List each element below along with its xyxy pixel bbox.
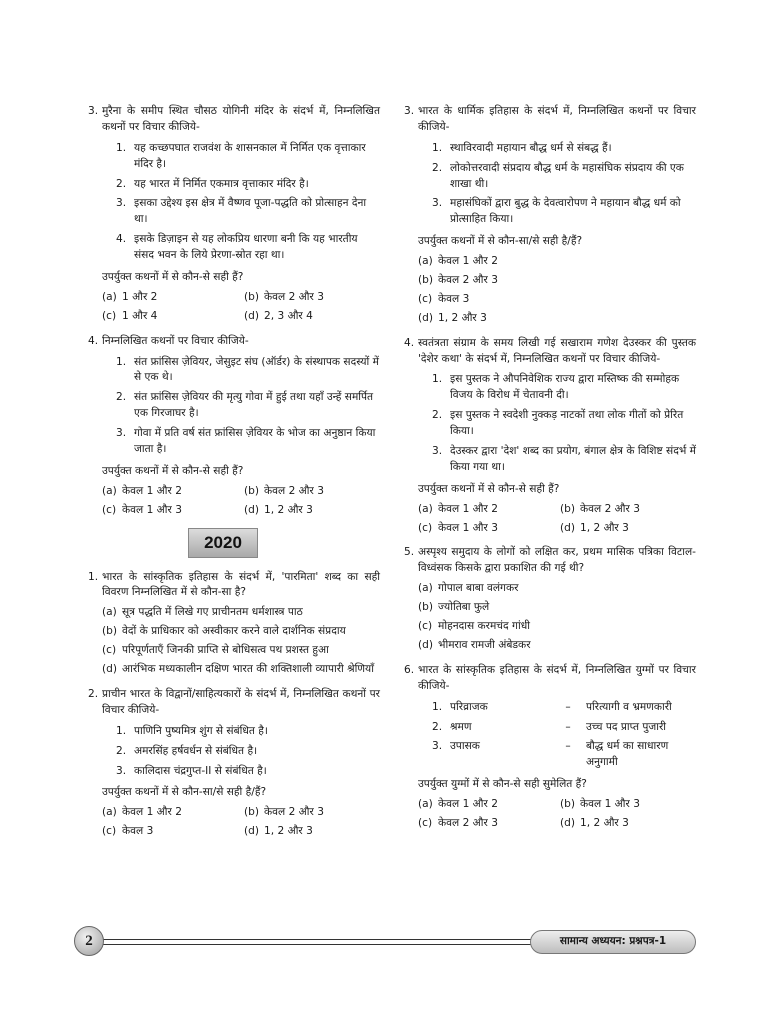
question-text: प्राचीन भारत के विद्वानों/साहित्यकारों के संदर्भ में, निम्नलिखित कथनों पर विचार कीजिये-	[102, 687, 380, 716]
option-label: (d)	[418, 638, 433, 651]
statement-number: 3.	[432, 445, 443, 458]
option	[102, 503, 238, 519]
option-text: वेदों के प्राधिकार को अस्वीकार करने वाले दार्शनिक संप्रदाय	[122, 625, 346, 638]
option	[244, 484, 380, 500]
statement-text: इसका उद्देश्य इस क्षेत्र में वैष्णव पूजा-पद्धति को प्रोत्साहन देना था।	[134, 197, 367, 226]
question-prompt: उपर्युक्त कथनों में से कौन-से सही हैं?	[102, 464, 244, 477]
pair-term: परिव्राजक	[450, 700, 488, 713]
option-text: मोहनदास करमचंद गांधी	[438, 620, 530, 633]
pair-dash: –	[565, 740, 571, 753]
statement-number: 3.	[116, 427, 127, 440]
option-text: 1, 2 और 3	[580, 521, 629, 534]
option	[418, 797, 554, 813]
statement	[102, 177, 380, 193]
option-text: केवल 1 और 3	[438, 521, 498, 534]
option	[418, 273, 696, 289]
left-column	[88, 104, 380, 849]
statement-text: महासंघिकों द्वारा बुद्ध के देवत्वारोपण ने महायान बौद्ध धर्म को प्रोत्साहित किया।	[450, 197, 681, 226]
options-list	[418, 581, 696, 654]
question-number: 5.	[404, 546, 415, 559]
option	[102, 605, 380, 621]
options-grid	[102, 805, 380, 840]
option-text: केवल 2 और 3	[580, 502, 640, 515]
right-column	[404, 104, 696, 841]
option-label: (c)	[418, 521, 433, 534]
question-number: 2.	[88, 687, 99, 700]
option-label: (a)	[418, 798, 433, 811]
statement	[418, 444, 696, 476]
statement	[102, 426, 380, 458]
option	[244, 824, 380, 840]
pair-dash: –	[565, 720, 571, 733]
option-label: (a)	[102, 290, 117, 303]
statement-text: देउस्कर द्वारा 'देश' शब्द का प्रयोग, बंगाल क्षेत्र के विशिष्ट संदर्भ में किया गया था।	[450, 445, 696, 473]
option-label: (a)	[418, 582, 433, 595]
statement	[418, 161, 696, 193]
option	[560, 502, 696, 518]
option-text: केवल 1 और 2	[438, 502, 498, 515]
statement-list	[102, 355, 380, 458]
option-label: (c)	[102, 644, 117, 657]
statement	[102, 232, 380, 264]
option-label: (d)	[244, 825, 259, 838]
option-label: (d)	[244, 309, 259, 322]
option-label: (d)	[244, 503, 259, 516]
question-right-4	[404, 336, 696, 537]
option-text: केवल 1 और 2	[438, 255, 498, 268]
statement-text: यह भारत में निर्मित एकमात्र वृत्ताकार मंदिर है।	[134, 177, 309, 190]
option-text: केवल 2 और 3	[264, 484, 324, 497]
option	[418, 581, 696, 597]
question-text: भारत के सांस्कृतिक इतिहास के संदर्भ में, निम्नलिखित युग्मों पर विचार कीजिये-	[418, 663, 696, 692]
question-number: 3.	[404, 105, 415, 117]
option-text: 1, 2 और 3	[438, 311, 487, 324]
option-text: केवल 2 और 3	[438, 274, 498, 287]
statement-text: यह कच्छपघात राजवंश के शासनकाल में निर्मित एक वृत्ताकार मंदिर है।	[134, 141, 366, 170]
options-list	[102, 605, 380, 678]
option	[102, 624, 380, 640]
pair-dash: –	[565, 700, 571, 713]
question-number: 4.	[404, 336, 415, 349]
page-number: 2	[74, 926, 104, 956]
statement	[102, 355, 380, 387]
option	[244, 503, 380, 519]
statement-text: स्थाविरवादी महायान बौद्ध धर्म से संबद्ध हैं।	[450, 141, 612, 154]
question-prompt: उपर्युक्त कथनों में से कौन-सा/से सही है/हैं?	[102, 786, 267, 799]
pair-number: 2.	[432, 720, 443, 733]
option	[244, 309, 380, 325]
option-label: (b)	[560, 798, 575, 811]
pair-meaning: उच्च पद प्राप्त पुजारी	[586, 720, 667, 733]
option-label: (b)	[244, 806, 259, 819]
option-text: 1 और 4	[122, 309, 158, 322]
option-text: गोपाल बाबा वलंगकर	[438, 582, 519, 595]
statement-number: 1.	[432, 141, 443, 154]
statement-text: इस पुस्तक ने औपनिवेशिक राज्य द्वारा मस्तिष्क की सम्मोहक विजय के विरोध में चेतावनी दी।	[450, 373, 680, 402]
pair-row	[418, 739, 696, 771]
option-text: परिपूर्णताएँ जिनकी प्राप्ति से बोधिसत्व पथ प्रशस्त हुआ	[122, 644, 329, 657]
option	[102, 484, 238, 500]
option-label: (a)	[102, 806, 117, 819]
option	[418, 638, 696, 654]
question-text: स्वतंत्रता संग्राम के समय लिखी गई सखाराम गणेश देउस्कर की पुस्तक 'देशेर कथा' के संदर्भ में, निम्नलिखित कथनों पर विचार कीजिये-	[418, 336, 696, 365]
options-grid	[102, 290, 380, 325]
option-text: केवल 1 और 2	[122, 806, 182, 819]
question-number: 4.	[88, 334, 99, 347]
option-text: आरंभिक मध्यकालीन दक्षिण भारत की शक्तिशाली व्यापारी श्रेणियाँ	[122, 663, 374, 676]
pair-term: उपासक	[450, 740, 480, 753]
statement	[102, 141, 380, 173]
statement	[102, 390, 380, 422]
option-label: (d)	[102, 663, 117, 676]
option-label: (a)	[418, 502, 433, 515]
statement-list	[102, 724, 380, 780]
option-text: भीमराव रामजी अंबेडकर	[438, 638, 531, 651]
option	[418, 600, 696, 616]
options-grid	[102, 484, 380, 519]
statement-number: 2.	[116, 391, 127, 404]
question-prompt: उपर्युक्त कथनों में से कौन-से सही हैं?	[102, 271, 244, 284]
options-grid	[418, 797, 696, 832]
statement-text: संत फ्रांसिस ज़ेवियर की मृत्यु गोवा में हुई तथा यहाँ उन्हें समर्पित एक गिरजाघर है।	[134, 391, 374, 420]
statement	[102, 744, 380, 760]
statement-text: कालिदास चंद्रगुप्त-II से संबंधित है।	[134, 764, 267, 777]
option	[560, 816, 696, 832]
statement-number: 1.	[116, 355, 127, 368]
option-label: (a)	[102, 606, 117, 619]
option-label: (b)	[560, 502, 575, 515]
statement-number: 2.	[116, 177, 127, 190]
statement-number: 1.	[116, 724, 127, 737]
question-left-3	[88, 104, 380, 325]
option-label: (c)	[418, 620, 433, 633]
question-prompt: उपर्युक्त कथनों में से कौन-से सही हैं?	[418, 482, 560, 495]
option-text: केवल 2 और 3	[438, 816, 498, 829]
option	[560, 521, 696, 537]
option-label: (b)	[418, 274, 433, 287]
options-grid	[418, 502, 696, 537]
question-text: अस्पृश्य समुदाय के लोगों को लक्षित कर, प्रथम मासिक पत्रिका विटाल-विध्वंसक किसके द्वारा प्रकाशित की गई थी?	[418, 546, 696, 575]
statement-text: पाणिनि पुष्यमित्र शुंग से संबंधित है।	[134, 724, 268, 737]
option	[418, 311, 696, 327]
statement-number: 1.	[116, 141, 127, 154]
option-label: (b)	[418, 601, 433, 614]
statement	[418, 372, 696, 404]
option	[418, 502, 554, 518]
option-label: (d)	[560, 521, 575, 534]
option	[418, 521, 554, 537]
statement-number: 2.	[432, 409, 443, 422]
option-text: केवल 1 और 2	[122, 484, 182, 497]
option-text: केवल 1 और 3	[122, 503, 182, 516]
option	[560, 797, 696, 813]
statement-number: 4.	[116, 233, 127, 246]
question-right-6	[404, 663, 696, 832]
question-left-4	[88, 334, 380, 519]
option-label: (c)	[418, 292, 433, 305]
option	[102, 643, 380, 659]
option-label: (a)	[418, 255, 433, 268]
paper-title-tag: सामान्य अध्ययन: प्रश्नपत्र-1	[530, 930, 696, 954]
statement-number: 3.	[116, 197, 127, 210]
option-text: 1 और 2	[122, 290, 158, 303]
statement-number: 2.	[432, 161, 443, 174]
statement-text: इसके डिज़ाइन से यह लोकप्रिय धारणा बनी कि यह भारतीय संसद भवन के लिये प्रेरणा-स्रोत रहा था।	[134, 233, 358, 262]
statement-text: लोकोत्तरवादी संप्रदाय बौद्ध धर्म के महासंघिक संप्रदाय की एक शाखा थी।	[450, 161, 684, 190]
pair-meaning: बौद्ध धर्म का साधारण अनुगामी	[586, 740, 669, 769]
question-text: मुरैना के समीप स्थित चौसठ योगिनी मंदिर के संदर्भ में, निम्नलिखित कथनों पर विचार कीजिये-	[102, 105, 380, 133]
option	[102, 824, 238, 840]
option-text: 2, 3 और 4	[264, 309, 313, 322]
question-left-2	[88, 687, 380, 840]
option-label: (c)	[102, 503, 117, 516]
option-label: (c)	[102, 309, 117, 322]
options-list	[418, 254, 696, 327]
year-banner: 2020	[188, 528, 258, 558]
statement-text: गोवा में प्रति वर्ष संत फ्रांसिस ज़ेवियर के भोज का अनुष्ठान किया जाता है।	[134, 427, 376, 456]
option	[418, 254, 696, 270]
option-label: (b)	[244, 484, 259, 497]
option	[102, 805, 238, 821]
statement-list	[418, 141, 696, 228]
option	[244, 290, 380, 306]
option-text: केवल 3	[122, 825, 154, 838]
option-text: केवल 2 और 3	[264, 806, 324, 819]
pair-row	[418, 700, 696, 716]
statement-text: संत फ्रांसिस ज़ेवियर, जेसुइट संघ (ऑर्डर) के संस्थापक सदस्यों में से एक थे।	[134, 355, 379, 384]
option-text: ज्योतिबा फुले	[438, 601, 490, 614]
question-prompt: उपर्युक्त युग्मों में से कौन-से सही सुमेलित हैं?	[418, 778, 587, 791]
option-text: 1, 2 और 3	[264, 503, 313, 516]
statement-list	[418, 372, 696, 475]
pair-row	[418, 720, 696, 736]
option-label: (a)	[102, 484, 117, 497]
question-prompt: उपर्युक्त कथनों में से कौन-सा/से सही है/हैं?	[418, 235, 583, 248]
option-label: (b)	[244, 290, 259, 303]
statement-text: इस पुस्तक ने स्वदेशी नुक्कड़ नाटकों तथा लोक गीतों को प्रेरित किया।	[450, 409, 684, 438]
statement-list	[102, 141, 380, 264]
question-right-5	[404, 545, 696, 653]
statement	[418, 141, 696, 157]
option-text: सूत्र पद्धति में लिखे गए प्राचीनतम धर्मशास्त्र पाठ	[122, 606, 303, 619]
statement	[102, 764, 380, 780]
statement-number: 2.	[116, 744, 127, 757]
option-text: केवल 2 और 3	[264, 290, 324, 303]
question-left-1	[88, 570, 380, 678]
option	[102, 290, 238, 306]
statement	[418, 408, 696, 440]
option-text: 1, 2 और 3	[580, 816, 629, 829]
statement-text: अमरसिंह हर्षवर्धन से संबंधित है।	[134, 744, 258, 757]
pair-number: 3.	[432, 740, 443, 753]
pair-number: 1.	[432, 700, 443, 713]
statement	[102, 724, 380, 740]
option	[102, 309, 238, 325]
option	[244, 805, 380, 821]
option-label: (c)	[418, 816, 433, 829]
question-number: 6.	[404, 663, 415, 676]
page-footer	[70, 926, 700, 958]
question-text: भारत के सांस्कृतिक इतिहास के संदर्भ में, 'पारमिता' शब्द का सही विवरण निम्नलिखित में से कौन-सा है?	[102, 570, 380, 599]
statement-number: 3.	[116, 764, 127, 777]
pair-term: श्रमण	[450, 720, 472, 733]
statement	[418, 196, 696, 228]
option-label: (c)	[102, 825, 117, 838]
option-label: (d)	[560, 816, 575, 829]
question-text: भारत के धार्मिक इतिहास के संदर्भ में, निम्नलिखित कथनों पर विचार कीजिये-	[418, 105, 696, 133]
option-text: केवल 3	[438, 292, 470, 305]
option-label: (b)	[102, 625, 117, 638]
option-text: केवल 1 और 3	[580, 798, 640, 811]
pairs-list	[418, 700, 696, 772]
option	[102, 662, 380, 678]
question-right-3	[404, 104, 696, 327]
pair-meaning: परित्यागी व भ्रमणकारी	[586, 700, 672, 713]
option	[418, 292, 696, 308]
statement-number: 3.	[432, 197, 443, 210]
statement	[102, 196, 380, 228]
statement-number: 1.	[432, 373, 443, 386]
option-text: केवल 1 और 2	[438, 798, 498, 811]
option-text: 1, 2 और 3	[264, 825, 313, 838]
question-number: 1.	[88, 570, 99, 583]
option	[418, 816, 554, 832]
question-number: 3.	[88, 105, 99, 117]
option-label: (d)	[418, 311, 433, 324]
option	[418, 619, 696, 635]
question-text: निम्नलिखित कथनों पर विचार कीजिये-	[102, 334, 249, 347]
